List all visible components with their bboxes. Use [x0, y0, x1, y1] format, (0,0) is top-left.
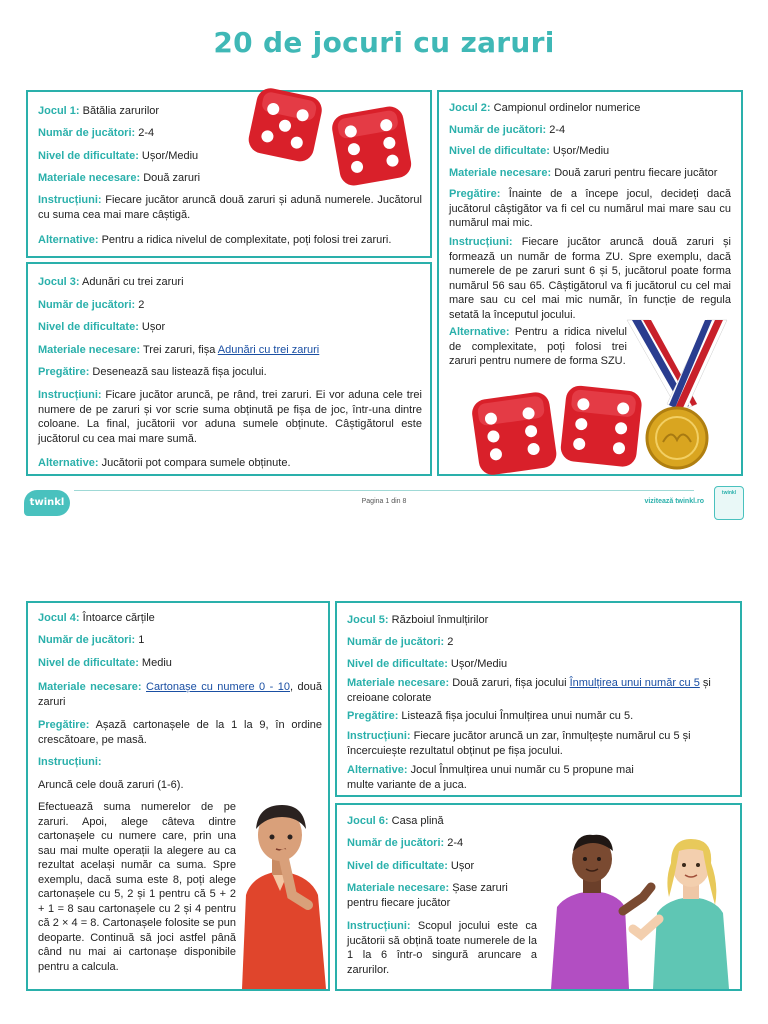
- game2-materials: Materiale necesare: Două zaruri pentru fiecare jucător: [449, 167, 718, 179]
- page-footer: [24, 484, 744, 524]
- game4-materials: Materiale necesare: Cartonașe cu numere 0 - 10, două zaruri: [38, 681, 322, 708]
- game4-prep: Pregătire: Așază cartonașele de la 1 la 9, în ordine crescătoare, pe masă.: [38, 719, 322, 746]
- game-card-3: [26, 262, 432, 476]
- game4-difficulty: Nivel de dificultate: Mediu: [38, 657, 172, 669]
- game4-instructions: Efectuează suma numerelor de pe zaruri. Apoi, alege câteva dintre cartonașele cu numere care, prin una sau mai multe operații la alegere au ca rezultat același număr ca suma. Spre exemplu, dacă suma este 8, poți alege cartonașele cu 5, 2 și 1 pentru că 5 + 2 + 1 = 8 sau cartonașele cu 2 și 4 pentru că 2 × 4 = 8. Cartonașele folosite se pun deoparte. Continuă să joci astfel până când nu mai ai cartonașe disponibile pentru a calcula.: [38, 801, 236, 973]
- game2-difficulty: Nivel de dificultate: Ușor/Mediu: [449, 145, 610, 157]
- quality-badge-icon: twinkl: [714, 486, 744, 520]
- game1-players: Număr de jucători: 2-4: [38, 127, 155, 139]
- game-card-2: [437, 90, 743, 476]
- game-card-1: [26, 90, 432, 258]
- die-icon: [330, 104, 413, 187]
- game1-materials: Materiale necesare: Două zaruri: [38, 172, 201, 184]
- game5-players: Număr de jucători: 2: [347, 636, 454, 648]
- game3-instructions: Instrucțiuni: Ficare jucător aruncă, pe rând, trei zaruri. Ei vor aduna cele trei numere de pe zaruri și vor scrie suma obținută pe fișa de joc, într-una dintre coloane. La final, jucătorii vor aduna sumele obținute. Câștigătorul este jucătorul cu cea mai mare sumă.: [38, 389, 422, 445]
- children-talking-illustration: [543, 835, 739, 989]
- die-icon: [246, 86, 324, 164]
- game4-step1: Aruncă cele două zaruri (1-6).: [38, 779, 184, 791]
- game1-difficulty: Nivel de dificultate: Ușor/Mediu: [38, 150, 199, 162]
- boy-thinking-illustration: [232, 799, 330, 989]
- game-card-6: [335, 803, 742, 991]
- game-card-4: [26, 601, 330, 991]
- dice-illustration: [244, 86, 414, 186]
- game6-materials: Materiale necesare: Șase zaruri pentru fiecare jucător: [347, 882, 508, 909]
- dice-illustration: [469, 384, 649, 480]
- game2-alternatives: Alternative: Pentru a ridica nivelul de complexitate, poți folosi trei zaruri pentru numere de forma SZU.: [449, 326, 627, 367]
- game6-instructions: Instrucțiuni: Scopul jocului este ca jucătorii să obțină toate numerele de la 1 la 6 într-o singură aruncare a zarurilor.: [347, 920, 537, 976]
- twinkl-logo[interactable]: twinkl: [24, 490, 70, 516]
- game5-prep: Pregătire: Listează fișa jocului Înmulțirea unui număr cu 5.: [347, 710, 634, 722]
- game5-alternatives: Alternative: Jocul Înmulțirea unui număr cu 5 propune mai multe variante de a juca.: [347, 764, 634, 791]
- game1-title: Jocul 1: Bătălia zarurilor: [38, 105, 160, 117]
- game5-materials: Materiale necesare: Două zaruri, fișa jocului Înmulțirea unui număr cu 5 și creioane colorate: [347, 677, 711, 704]
- game3-prep: Pregătire: Desenează sau listează fișa jocului.: [38, 366, 267, 378]
- game3-difficulty: Nivel de dificultate: Ușor: [38, 321, 166, 333]
- page-title: 20 de jocuri cu zaruri: [213, 26, 555, 59]
- game2-players: Număr de jucători: 2-4: [449, 124, 566, 136]
- page-number: Pagina 1 din 8: [361, 498, 407, 505]
- worksheet-link[interactable]: Adunări cu trei zaruri: [217, 344, 320, 356]
- game4-players: Număr de jucători: 1: [38, 634, 145, 646]
- die-icon: [559, 384, 643, 468]
- game1-instructions: Instrucțiuni: Fiecare jucător aruncă două zaruri și adună numerele. Jucătorul cu suma cea mai mare câștigă.: [38, 194, 422, 221]
- game6-players: Număr de jucători: 2-4: [347, 837, 464, 849]
- game2-prep: Pregătire: Înainte de a începe jocul, decideți dacă jucătorul câștigător va fi cel cu numărul mai mare sau cu numărul mai mic.: [449, 188, 731, 229]
- game6-difficulty: Nivel de dificultate: Ușor: [347, 860, 475, 872]
- game5-title: Jocul 5: Războiul înmulțirilor: [347, 614, 489, 626]
- game5-difficulty: Nivel de dificultate: Ușor/Mediu: [347, 658, 508, 670]
- visit-link[interactable]: vizitează twinkl.ro: [644, 498, 704, 505]
- game4-instructions-label: Instrucțiuni:: [38, 756, 102, 768]
- worksheet-link[interactable]: Înmulțirea unui număr cu 5: [569, 677, 700, 689]
- game2-title: Jocul 2: Campionul ordinelor numerice: [449, 102, 641, 114]
- die-icon: [470, 391, 558, 477]
- game3-title: Jocul 3: Adunări cu trei zaruri: [38, 276, 184, 288]
- cards-link[interactable]: Cartonașe cu numere 0 - 10: [146, 681, 290, 693]
- game3-materials: Materiale necesare: Trei zaruri, fișa Adunări cu trei zaruri: [38, 344, 320, 356]
- game-card-5: [335, 601, 742, 797]
- footer-divider: [74, 490, 694, 491]
- game6-title: Jocul 6: Casa plină: [347, 815, 444, 827]
- game3-alternatives: Alternative: Jucătorii pot compara sumele obținute.: [38, 457, 291, 469]
- game1-alternatives: Alternative: Pentru a ridica nivelul de complexitate, poți folosi trei zaruri.: [38, 234, 392, 246]
- game3-players: Număr de jucători: 2: [38, 299, 145, 311]
- game5-instructions: Instrucțiuni: Fiecare jucător aruncă un zar, înmulțește numărul cu 5 și încercuiește rezultatul obținut pe fișa jocului.: [347, 730, 691, 757]
- game4-title: Jocul 4: Întoarce cărțile: [38, 612, 155, 624]
- game2-instructions: Instrucțiuni: Fiecare jucător aruncă două zaruri și formează un număr de forma ZU. Spre exemplu, dacă numerele de pe zaruri sunt 6 și 5, jucătorul poate forma numărul 56 sau 65. Câștigătorul va fi jucătorul cu cel mai mare sau cu cel mai mic număr, în funcție de regula setată la începutul jocului.: [449, 236, 731, 321]
